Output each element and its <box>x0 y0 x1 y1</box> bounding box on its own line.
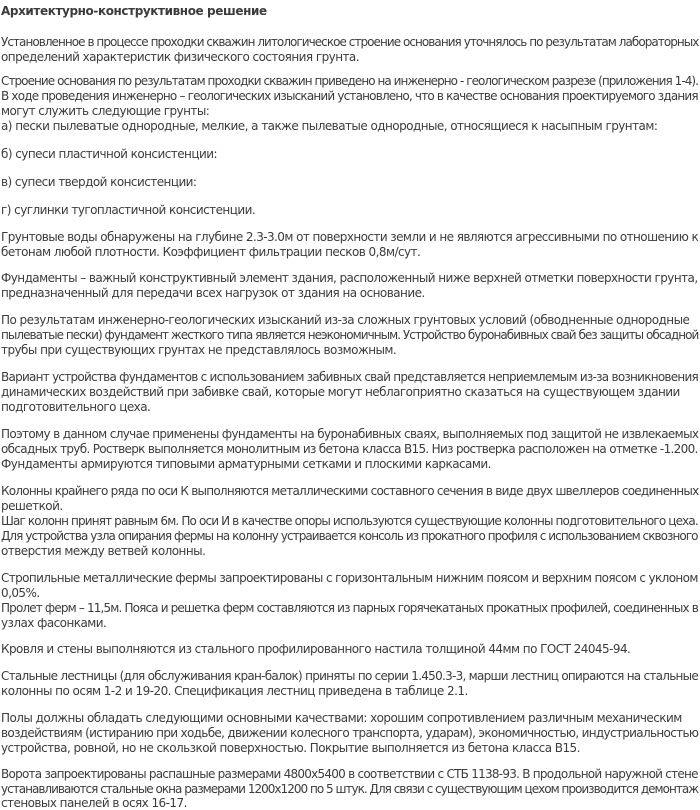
text-line: в) супеси твердой консистенции: <box>1 175 197 189</box>
text-line: динамических воздействий при забивке свай, которые могут неблагоприятно сказаться на существующем здании <box>1 385 680 399</box>
text-line: бетонам любой плотности. Коэффициент фильтрации песков 0,8м/сут. <box>1 245 421 259</box>
text-line: стеновых панелей в осях 16-17. <box>1 796 187 810</box>
text-line: 0,05%. <box>1 586 40 600</box>
text-line: устанавливаются стальные окна размерами 1200x1200 по 5 штук. Для связи с существующим цехом производится демонтаж <box>1 782 699 796</box>
text-line: Строение основания по результатам проходки скважин приведено на инженерно - геологическом разрезе (приложения 1-4). <box>1 74 699 88</box>
text-line: подготовительного цеха. <box>1 400 151 414</box>
text-line: а) пески пылеватые однородные, мелкие, а также пылеватые однородные, относящиеся к насыпным грунтам: <box>1 119 658 133</box>
text-line: Полы должны обладать следующими основными качествами: хорошим сопротивлением различным механическим <box>1 711 682 725</box>
text-line: Поэтому в данном случае применены фундаменты на буронабивных сваях, выполняемых под защитой не извлекаемых <box>1 427 699 441</box>
text-line: Стальные лестницы (для обслуживания кран-балок) приняты по серии 1.450.3-3, марши лестниц опираются на стальные <box>1 669 699 683</box>
document-title: Архитектурно-конструктивное решение <box>1 4 267 18</box>
text-line: Шаг колонн принят равным 6м. По оси И в качестве опоры используются существующие колонны подготовительного цеха. <box>1 514 698 528</box>
text-line: Колонны крайнего ряда по оси К выполняются металлическими составного сечения в виде двух швеллеров соединенных <box>1 484 699 498</box>
text-line: колонны по осям 1-2 и 19-20. Спецификация лестниц приведена в таблице 2.1. <box>1 684 468 698</box>
text-line: трубы при существующих грунтах не представлялось возможным. <box>1 343 397 357</box>
text-line: Вариант устройства фундаментов с использованием забивных свай представляется неприемлемым из-за возникновения <box>1 370 699 384</box>
text-line: предназначенный для передачи всех нагрузок от здания на основание. <box>1 286 425 300</box>
text-line: Грунтовые воды обнаружены на глубине 2.3-3.0м от поверхности земли и не являются агрессивными по отношению к <box>1 230 699 244</box>
text-line: Фундаменты – важный конструктивный элемент здания, расположенный ниже верхней отметки поверхности грунта, <box>1 271 698 285</box>
text-line: обсадных труб. Ростверк выполняется монолитным из бетона класса В15. Низ ростверка расположен на отметке -1.200. <box>1 442 698 456</box>
text-line: Ворота запроектированы распашные размерами 4800x5400 в соответствии с СТБ 1138-93. В продольной наружной стене <box>1 767 698 781</box>
text-line: устройства, ровной, но не скользкой поверхностью. Покрытие выполняется из бетона класса В15. <box>1 741 580 755</box>
text-line: определений характеристик физического состояния грунта. <box>1 50 359 64</box>
text-line: Стропильные металлические фермы запроектированы с горизонтальным нижним поясом и верхним поясом с уклоном <box>1 571 698 585</box>
text-line: отверстия между ветвей колонны. <box>1 544 206 558</box>
text-line: г) суглинки тугопластичной консистенции. <box>1 203 256 217</box>
text-line: Кровля и стены выполняются из стального профилированного настила толщиной 44мм по ГОСТ 24045-94. <box>1 642 631 656</box>
text-line: Установленное в процессе проходки скважин литологическое строение основания уточнялось по результатам лабораторных <box>1 35 699 49</box>
text-line: воздействиям (истиранию при ходьбе, движении колесного транспорта, ударам), экономичностью, индустриальностью <box>1 726 699 740</box>
text-line: Для устройства узла опирания фермы на колонну устраивается консоль из прокатного профиля с использованием сквозного <box>1 529 698 543</box>
text-line: узлах фасонками. <box>1 616 107 630</box>
text-line: Фундаменты армируются типовыми арматурными сетками и плоскими каркасами. <box>1 457 491 471</box>
text-line: По результатам инженерно-геологических изысканий из-за сложных грунтовых условий (обводненные однородные <box>1 313 690 327</box>
text-line: решеткой. <box>1 499 63 513</box>
text-line: пылеватые пески) фундамент жесткого типа является неэкономичным. Устройство буронабивных свай без защиты обсадной <box>1 328 699 342</box>
text-line: В ходе проведения инженерно – геологических изысканий установлено, что в качестве основания проектируемого здания <box>1 89 698 103</box>
text-line: Пролет ферм – 11,5м. Пояса и решетка ферм составляются из парных горячекатаных прокатных профилей, соединенных в <box>1 601 698 615</box>
text-line: б) супеси пластичной консистенции: <box>1 147 217 161</box>
text-line: могут служить следующие грунты: <box>1 104 210 118</box>
